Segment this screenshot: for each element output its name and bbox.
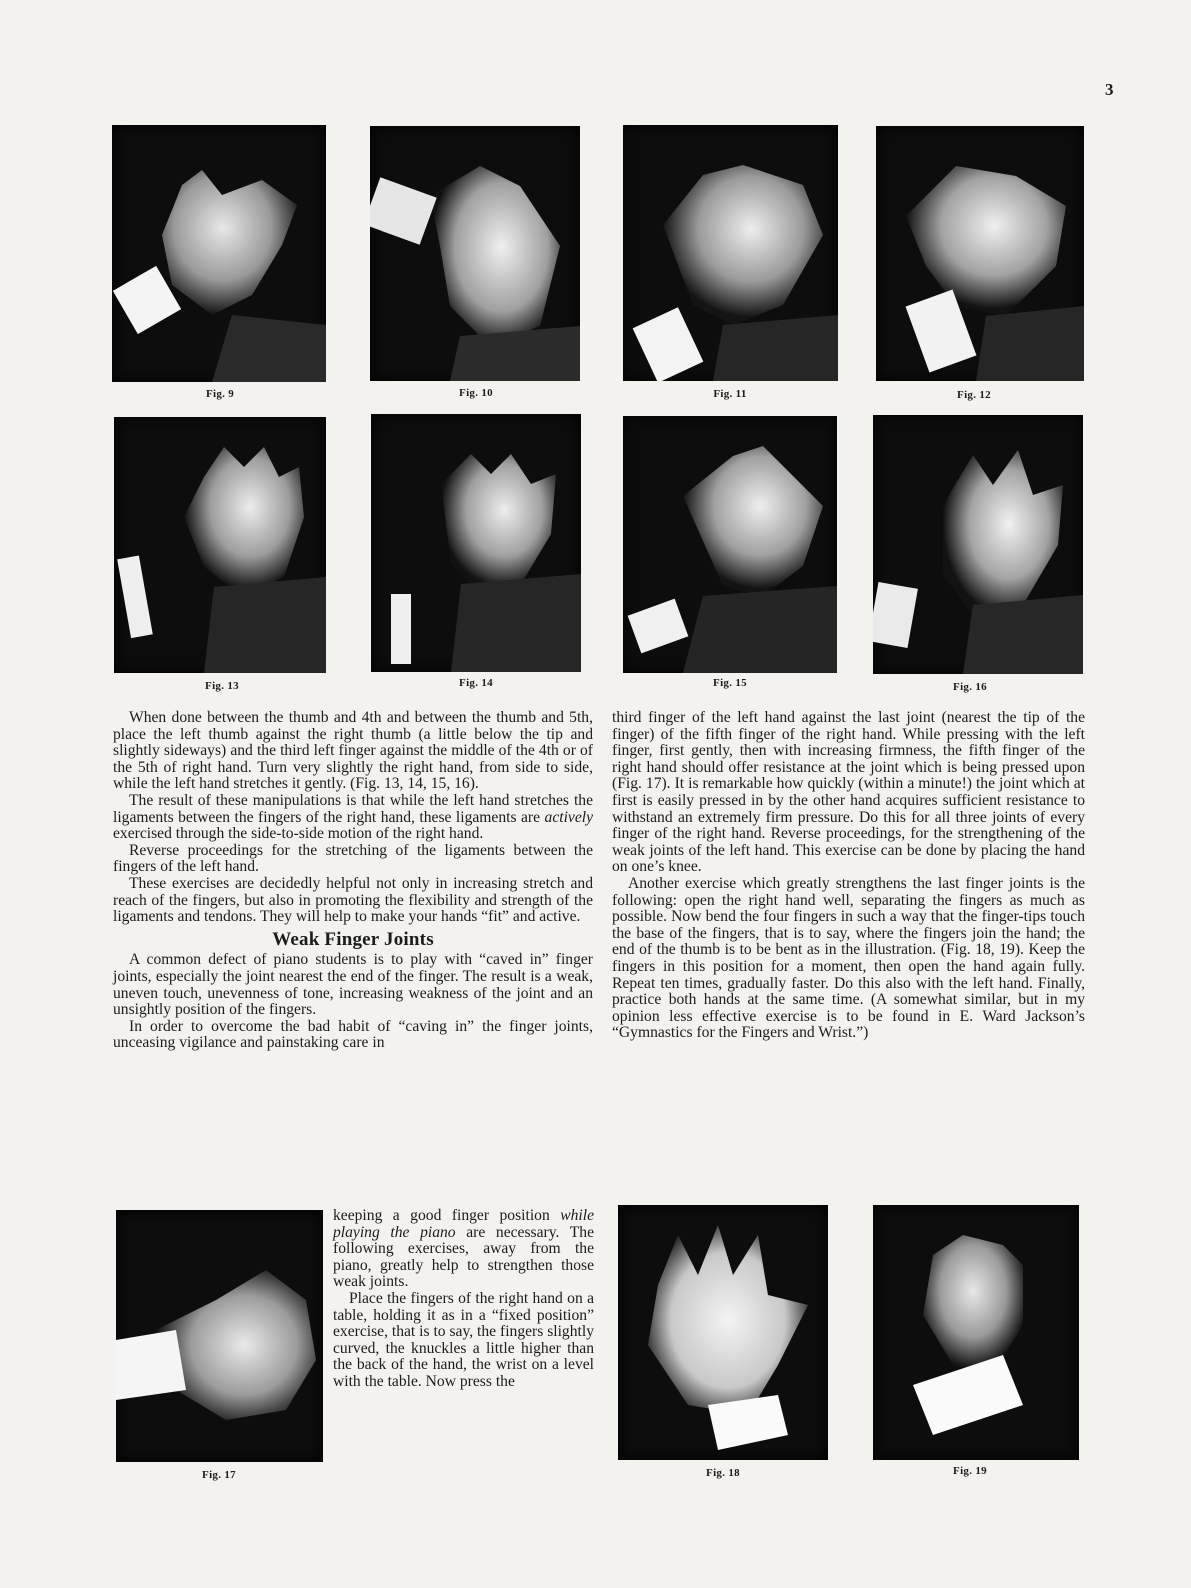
photo-fig-10: [370, 126, 580, 381]
text-run: keeping a good finger position: [333, 1207, 561, 1224]
photo-fig-11: [623, 125, 838, 381]
hand-photo-icon: [114, 417, 326, 673]
left-column: [113, 710, 593, 1052]
paragraph: Another exercise which greatly strengthens the last finger joints is the following: open the right hand well, separating the fingers as much as possible. Now bend the four fingers in such a way that the finger-tips touch the base of the fingers, that is to say, where the fingers join the hand; the end of the thumb is to be bent as in the illustration. (Fig. 18, 19). Keep the fingers in this position for a moment, then open the hand again fully. Repeat ten times, gradually faster. Do this also with the left hand. Finally, practice both hands at the same time. (A somewhat similar, but in my opinion less effective exercise is to be found in E. Ward Jackson’s “Gymnastics for the Fingers and Wrist.”): [612, 874, 1085, 1042]
photo-fig-12: [876, 126, 1084, 381]
paragraph: When done between the thumb and 4th and between the thumb and 5th, place the left thumb against the right thumb (a little below the tip and slightly sideways) and the third left finger against the middle of the 4th or of the 5th of right hand. Turn very slightly the right hand, from side to side, while the left hand stretches it gently. (Fig. 13, 14, 15, 16).: [113, 709, 593, 793]
right-column: [612, 710, 1085, 1042]
text-run: are necessary. The following exercises, away from the piano, greatly help to strengthen those weak joints.: [333, 1223, 594, 1291]
narrow-column: [333, 1208, 594, 1391]
caption-fig-9: Fig. 9: [205, 388, 235, 400]
text-run: exercised through the side-to-side motion of the right hand.: [113, 825, 484, 843]
caption-fig-19: Fig. 19: [953, 1465, 987, 1477]
paragraph: [333, 1208, 594, 1291]
hand-photo-icon: [116, 1210, 323, 1462]
paragraph: third finger of the left hand against the last joint (nearest the tip of the finger) of the fifth finger of the right hand. While pressing with the left finger, first gently, then with increasing firmness, the fifth finger of the right hand should offer resistance at the joint which is being pressed upon (Fig. 17). It is remarkable how quickly (within a minute!) the joint which at first is easily pressed in by the other hand acquires sufficient resistance to withstand an extremely firm pressure. Do this for all three joints of every finger of the right hand. Reverse proceedings, for the strengthening of the weak joints of the left hand. This exercise can be done by placing the hand on one’s knee.: [612, 709, 1085, 876]
text-run: The result of these manipulations is that while the left hand stretches the ligaments between the fingers of the right hand, these ligaments are: [113, 791, 593, 826]
photo-fig-19: [873, 1205, 1079, 1460]
hand-photo-icon: [623, 125, 838, 381]
caption-fig-15: Fig. 15: [713, 677, 747, 689]
paragraph: Reverse proceedings for the stretching of the ligaments between the fingers of the left hand.: [113, 841, 593, 876]
hand-photo-icon: [112, 125, 326, 382]
photo-fig-18: [618, 1205, 828, 1460]
caption-fig-16: Fig. 16: [953, 681, 987, 693]
paragraph: Place the fingers of the right hand on a table, holding it as in a “fixed position” exercise, that is to say, the fingers slightly curved, the knuckles a little higher than the back of the hand, the wrist on a level with the table. Now press the: [333, 1289, 594, 1390]
caption-fig-14: Fig. 14: [459, 677, 493, 689]
hand-photo-icon: [370, 126, 580, 381]
emphasis: while playing the piano: [333, 1207, 594, 1241]
photo-fig-15: [623, 416, 837, 673]
page-number: 3: [1105, 80, 1114, 99]
caption-fig-13: Fig. 13: [205, 680, 239, 692]
paragraph: [113, 793, 593, 843]
photo-fig-17: [116, 1210, 323, 1462]
paragraph: In order to overcome the bad habit of “caving in” the finger joints, unceasing vigilance and painstaking care in: [113, 1017, 593, 1052]
hand-photo-icon: [371, 414, 581, 672]
hand-photo-icon: [876, 126, 1084, 381]
photo-fig-9: [112, 125, 326, 382]
caption-fig-12: Fig. 12: [957, 389, 991, 401]
paragraph: These exercises are decidedly helpful not only in increasing stretch and reach of the fingers, but also in promoting the flexibility and strength of the ligaments and tendons. They will help to make your hands “fit” and active.: [113, 874, 593, 926]
caption-fig-18: Fig. 18: [706, 1467, 740, 1479]
photo-fig-14: [371, 414, 581, 672]
caption-fig-10: Fig. 10: [459, 387, 493, 399]
section-heading: Weak Finger Joints: [272, 928, 434, 950]
caption-fig-11: Fig. 11: [713, 388, 747, 400]
hand-photo-icon: [623, 416, 837, 673]
emphasis: actively: [544, 808, 593, 826]
hand-photo-icon: [618, 1205, 828, 1460]
hand-photo-icon: [873, 1205, 1079, 1460]
caption-fig-17: Fig. 17: [202, 1469, 236, 1481]
paragraph: A common defect of piano students is to play with “caved in” finger joints, especially the joint nearest the end of the finger. The result is a weak, uneven touch, unevenness of tone, increasing weakness of the joint and an unsightly position of the fingers.: [113, 951, 593, 1019]
hand-photo-icon: [873, 415, 1083, 674]
photo-fig-16: [873, 415, 1083, 674]
photo-fig-13: [114, 417, 326, 673]
